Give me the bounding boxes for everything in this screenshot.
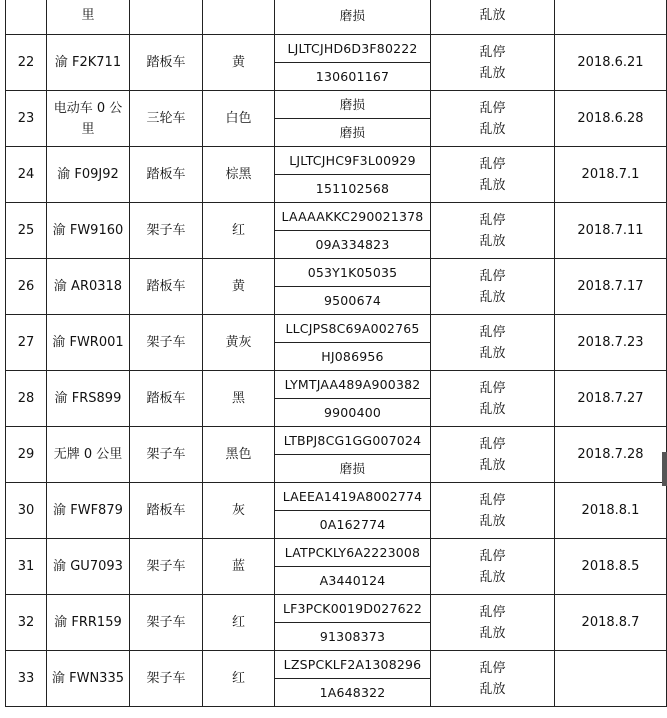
- cell-engine: 磨损: [275, 119, 431, 147]
- cell-no: 24: [6, 147, 47, 203]
- cell-plate: 渝 FWR001: [47, 315, 130, 371]
- cell-violation: [431, 371, 555, 427]
- table-row: [6, 427, 667, 455]
- cell-violation: [431, 203, 555, 259]
- cell-engine: 151102568: [275, 175, 431, 203]
- cell-plate: 无牌 0 公里: [47, 427, 130, 483]
- table-row: [6, 539, 667, 567]
- cell-date: [555, 0, 667, 35]
- cell-type: 架子车: [130, 651, 203, 707]
- cell-engine: 130601167: [275, 63, 431, 91]
- cell-no: 33: [6, 651, 47, 707]
- cell-vin: LF3PCK0019D027622: [275, 595, 431, 623]
- violation-1: 乱停: [479, 436, 506, 452]
- violation-1: 乱停: [479, 604, 506, 620]
- table-row: [6, 35, 667, 63]
- cell-no: 23: [6, 91, 47, 147]
- violation-1: 乱停: [479, 660, 506, 676]
- cell-vin: LYMTJAA489A900382: [275, 371, 431, 399]
- cell-plate: 渝 AR0318: [47, 259, 130, 315]
- cell-vin: LJLTCJHD6D3F80222: [275, 35, 431, 63]
- cell-type: 三轮车: [130, 91, 203, 147]
- cell-color: [203, 0, 275, 35]
- cell-color: 红: [203, 651, 275, 707]
- violation-2: 乱放: [479, 345, 506, 361]
- violation-2: 乱放: [479, 65, 506, 81]
- cell-plate: 渝 F09J92: [47, 147, 130, 203]
- cell-vin: 磨损: [275, 0, 431, 35]
- plate-line-1: 电动车 0 公: [53, 100, 123, 116]
- cell-date: 2018.7.28: [555, 427, 667, 483]
- violation-1: 乱停: [479, 380, 506, 396]
- cell-color: 灰: [203, 483, 275, 539]
- table-row: [6, 651, 667, 679]
- cell-vin: LAEEA1419A8002774: [275, 483, 431, 511]
- cell-violation: [431, 91, 555, 147]
- cell-color: 蓝: [203, 539, 275, 595]
- cell-date: [555, 651, 667, 707]
- cell-violation: [431, 35, 555, 91]
- cell-date: 2018.6.28: [555, 91, 667, 147]
- cell-violation: 乱放: [431, 0, 555, 35]
- cell-no: 32: [6, 595, 47, 651]
- cell-type: 踏板车: [130, 35, 203, 91]
- cell-color: 红: [203, 595, 275, 651]
- cell-vin: LATPCKLY6A2223008: [275, 539, 431, 567]
- cell-violation: [431, 595, 555, 651]
- cell-date: 2018.7.11: [555, 203, 667, 259]
- cell-color: 黄灰: [203, 315, 275, 371]
- cell-color: 黑: [203, 371, 275, 427]
- violation-2: 乱放: [479, 177, 506, 193]
- cell-date: 2018.8.5: [555, 539, 667, 595]
- violation-1: 乱停: [479, 548, 506, 564]
- cell-type: 架子车: [130, 315, 203, 371]
- violation-1: 乱停: [479, 156, 506, 172]
- cell-type: 架子车: [130, 203, 203, 259]
- table-row: [6, 595, 667, 623]
- cell-type: [130, 0, 203, 35]
- cell-violation: [431, 483, 555, 539]
- plate-line-2: 里: [81, 121, 95, 137]
- violation-1: 乱停: [479, 100, 506, 116]
- cell-date: 2018.8.1: [555, 483, 667, 539]
- cell-type: 踏板车: [130, 483, 203, 539]
- cell-violation: [431, 651, 555, 707]
- cell-vin: LAAAAKKC290021378: [275, 203, 431, 231]
- cell-color: 黄: [203, 259, 275, 315]
- cell-plate: 渝 GU7093: [47, 539, 130, 595]
- cell-no: 27: [6, 315, 47, 371]
- cell-no: 28: [6, 371, 47, 427]
- cell-vin: LJLTCJHC9F3L00929: [275, 147, 431, 175]
- cell-vin: LZSPCKLF2A1308296: [275, 651, 431, 679]
- cell-type: 踏板车: [130, 147, 203, 203]
- cell-plate: 渝 FW9160: [47, 203, 130, 259]
- table-row: [6, 91, 667, 119]
- cell-engine: 1A648322: [275, 679, 431, 707]
- table-row: [6, 203, 667, 231]
- cell-type: 架子车: [130, 427, 203, 483]
- cell-no: 29: [6, 427, 47, 483]
- vehicle-record-table: [5, 0, 667, 707]
- violation-1: 乱停: [479, 212, 506, 228]
- scrollbar-thumb[interactable]: [662, 452, 667, 486]
- cell-color: 白色: [203, 91, 275, 147]
- cell-vin: LTBPJ8CG1GG007024: [275, 427, 431, 455]
- violation-1: 乱停: [479, 44, 506, 60]
- cell-engine: 9500674: [275, 287, 431, 315]
- cell-type: 架子车: [130, 539, 203, 595]
- cell-violation: [431, 427, 555, 483]
- table-row: [6, 371, 667, 399]
- cell-date: 2018.8.7: [555, 595, 667, 651]
- cell-date: 2018.7.1: [555, 147, 667, 203]
- cell-no: 25: [6, 203, 47, 259]
- violation-1: 乱停: [479, 324, 506, 340]
- cell-engine: 91308373: [275, 623, 431, 651]
- cell-color: 黑色: [203, 427, 275, 483]
- violation-2: 乱放: [479, 625, 506, 641]
- cell-no: 30: [6, 483, 47, 539]
- violation-2: 乱放: [479, 289, 506, 305]
- cell-date: 2018.7.27: [555, 371, 667, 427]
- violation-2: 乱放: [479, 513, 506, 529]
- violation-1: 乱停: [479, 268, 506, 284]
- cell-engine: 磨损: [275, 455, 431, 483]
- cell-engine: 9900400: [275, 399, 431, 427]
- table-row: [6, 147, 667, 175]
- cell-violation: [431, 147, 555, 203]
- cell-plate: 渝 FRS899: [47, 371, 130, 427]
- cell-date: 2018.7.23: [555, 315, 667, 371]
- cell-no: 31: [6, 539, 47, 595]
- violation-2: 乱放: [479, 457, 506, 473]
- violation-2: 乱放: [479, 233, 506, 249]
- cell-color: 黄: [203, 35, 275, 91]
- cell-violation: [431, 539, 555, 595]
- cell-plate: 渝 F2K711: [47, 35, 130, 91]
- cell-no: [6, 0, 47, 35]
- cell-color: 红: [203, 203, 275, 259]
- violation-2: 乱放: [479, 401, 506, 417]
- table-row: [6, 483, 667, 511]
- cell-no: 26: [6, 259, 47, 315]
- table-row: [6, 259, 667, 287]
- cell-plate: 里: [47, 0, 130, 35]
- cell-vin: 磨损: [275, 91, 431, 119]
- cell-violation: [431, 259, 555, 315]
- cell-engine: 09A334823: [275, 231, 431, 259]
- table-row: [6, 315, 667, 343]
- cell-date: 2018.6.21: [555, 35, 667, 91]
- cell-engine: A3440124: [275, 567, 431, 595]
- cell-plate: [47, 91, 130, 147]
- cell-color: 棕黑: [203, 147, 275, 203]
- cell-type: 踏板车: [130, 371, 203, 427]
- violation-2: 乱放: [479, 569, 506, 585]
- cell-engine: HJ086956: [275, 343, 431, 371]
- violation-2: 乱放: [479, 681, 506, 697]
- cell-type: 踏板车: [130, 259, 203, 315]
- violation-1: 乱停: [479, 492, 506, 508]
- cell-plate: 渝 FRR159: [47, 595, 130, 651]
- cell-no: 22: [6, 35, 47, 91]
- violation-2: 乱放: [479, 121, 506, 137]
- cell-plate: 渝 FWN335: [47, 651, 130, 707]
- cell-date: 2018.7.17: [555, 259, 667, 315]
- cell-type: 架子车: [130, 595, 203, 651]
- cell-engine: 0A162774: [275, 511, 431, 539]
- table-row-partial: [6, 0, 667, 35]
- cell-violation: [431, 315, 555, 371]
- cell-vin: LLCJPS8C69A002765: [275, 315, 431, 343]
- cell-vin: 053Y1K05035: [275, 259, 431, 287]
- cell-plate: 渝 FWF879: [47, 483, 130, 539]
